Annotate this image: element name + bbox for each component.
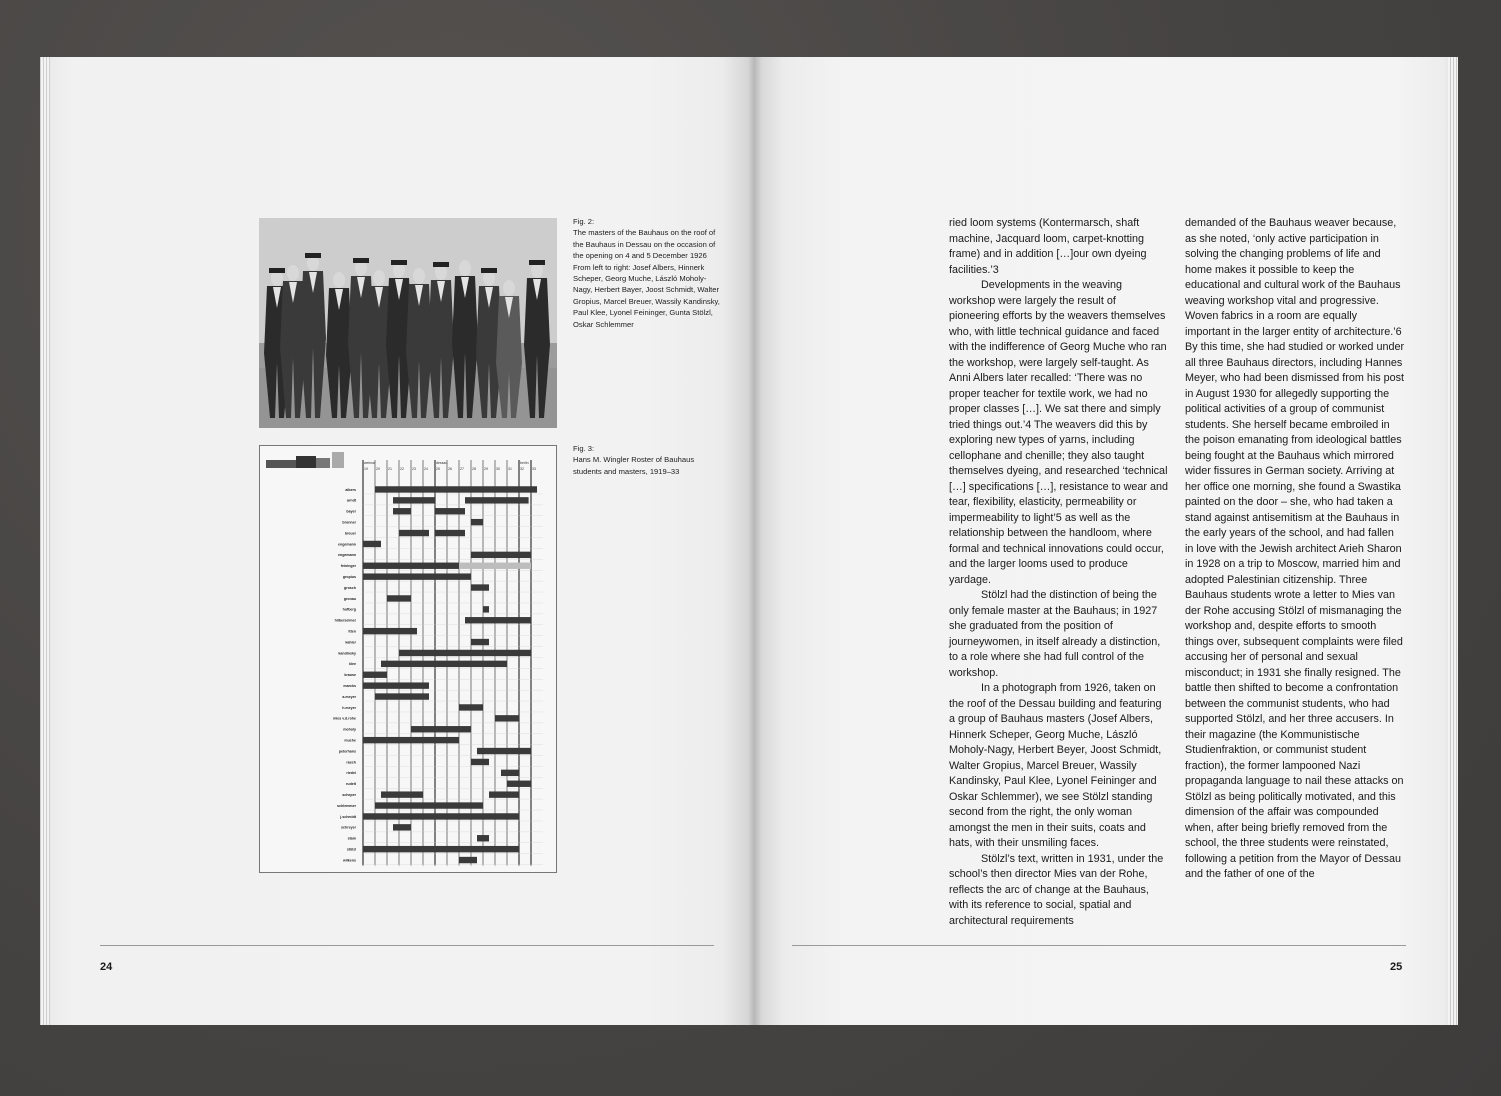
row-label: peterhans (338, 749, 356, 754)
roster-bar (477, 748, 531, 754)
roster-bar (399, 650, 531, 656)
row-label: muche (344, 738, 356, 743)
row-label: grosch (344, 585, 356, 590)
row-label: rasch (346, 760, 356, 765)
row-label: gronau (343, 596, 356, 601)
roster-bar (435, 508, 465, 514)
roster-bar (477, 835, 489, 841)
roster-bar (435, 813, 519, 819)
roster-bar (381, 791, 423, 797)
x-tick-label: 33 (532, 467, 536, 471)
row-label: wilkens (343, 858, 356, 863)
row-label: hofberg (342, 607, 356, 612)
roster-bar (363, 737, 459, 743)
fig3-label: Fig. 3: (573, 444, 595, 453)
row-label: rudelt (346, 782, 356, 787)
row-label: arndt (347, 498, 356, 503)
fig2-text: The masters of the Bauhaus on the roof of the Bauhaus in Dessau on the occasion of the opening on 4 and 5 December 1926 From left to right: Josef Albers, Hinnerk Scheper, Georg Muche, László Moholy-Nagy, Herbert Bayer, Joost Schmidt, Walter Gropius, Marcel Breuer, Wassily Kandinsky, Paul Klee, Lyonel Feininger, Gunta Stölzl, Oskar Schlemmer (573, 228, 720, 329)
roster-bar (495, 715, 519, 721)
fig3-text: Hans M. Wingler Roster of Bauhaus students and masters, 1919–33 (573, 455, 695, 476)
row-label: h.meyer (342, 705, 356, 710)
page-number: 25 (1390, 961, 1403, 973)
legend-swatch (316, 458, 330, 468)
fig2-caption (573, 216, 723, 330)
page-number: 24 (100, 961, 113, 973)
x-tick-label: 26 (448, 467, 452, 471)
roster-bar (483, 606, 489, 612)
footer-rule (792, 945, 1406, 946)
row-label: marcks (343, 683, 356, 688)
row-label: kahler (345, 640, 356, 645)
x-tick-label: 25 (436, 467, 440, 471)
roster-bar (363, 573, 435, 579)
body-paragraph: In a photograph from 1926, taken on the roof of the Dessau building and featuring a group of Bauhaus masters (Josef Albers, Hinnerk Scheper, Georg Muche, László Moholy-Nagy, Herbert Beyer, Joost Schmidt, Walter Gropius, Marcel Breuer, Wassily Kandinsky, Paul Klee, Lyonel Feininger and Oskar Schlemmer), we see Stölzl standing second from the right, the only woman amongst the men in their suits, coats and hats, with their unsmiling faces. (949, 682, 1162, 849)
roster-bar (459, 704, 483, 710)
roster-bar (381, 661, 507, 667)
x-tick-label: 27 (460, 467, 464, 471)
right-page (754, 57, 1456, 1025)
body-paragraph: demanded of the Bauhaus weaver because, as she noted, ‘only active participation in solving the changing problems of life and home makes it possible to keep the educational and cultural work of the Bauhaus weaving workshop vital and progressive. Woven fabrics in a room are equally important in the larger entity of architecture.’6 By this time, she had studied or worked under all three Bauhaus directors, including Hannes Meyer, who had been dismissed from his post in August 1930 for allegedly supporting the political activities of a group of communist students. She herself became embroiled in the poison emanating from ideological battles being fought at the Bauhaus which mirrored wider fissures in German society. Arriving at her office one morning, she found a Swastika painted on the door – she, who had taken a stand against antisemitism at the Bauhaus in the early years of the school, and had fallen in love with the Jewish architect Arieh Sharon in 1928 on a trip to Moscow, married him and adopted Palestinian citizenship. Three Bauhaus students wrote a letter to Mies van der Rohe accusing Stölzl of mismanaging the workshop and, despite efforts to smooth things over, subsequent complaints were filed accusing her of personal and sexual misconduct; in 1931 she finally resigned. The battle then shifted to become a confrontation between the communist students, who had supported Stölzl, and her three accusers. In their magazine (the Kommunistische Studienfraktion, or communist student fraction), the former lampooned Nazi propaganda language to nail these attacks on Stölzl as being politically motivated, and this dimension of the affair was compounded when, after being briefly removed from the school, the three students were reinstated, following a petition from the Mayor of Dessau and the father of one of the (1185, 217, 1405, 880)
row-label: klee (349, 662, 356, 667)
roster-bar (435, 530, 465, 536)
roster-bar (459, 857, 477, 863)
row-label: breuer (344, 531, 356, 536)
text-column-2 (1185, 216, 1405, 883)
legend-swatch (266, 460, 296, 468)
roster-bar (363, 628, 417, 634)
footer-rule (100, 945, 714, 946)
row-label: engemann (338, 542, 356, 547)
roster-bar (459, 563, 531, 569)
x-tick-label: 24 (424, 467, 428, 471)
row-label: stölzl (346, 847, 356, 852)
roster-bar (363, 563, 459, 569)
period-label: weimar (364, 461, 376, 465)
body-paragraph: Stölzl had the distinction of being the only female master at the Bauhaus; in 1927 she graduated from the position of journeywomen, in itself already a distinction, to a role where she had full control of the workshop. (949, 589, 1161, 679)
row-label: feininger (340, 564, 356, 569)
roster-bar (471, 519, 483, 525)
roster-bar (411, 726, 471, 732)
roster-chart (259, 445, 557, 873)
roster-bar (471, 639, 489, 645)
roster-bar (393, 497, 435, 503)
roster-bar (363, 541, 381, 547)
legend-swatch (332, 452, 344, 468)
roster-bar (441, 802, 483, 808)
roster-bar (363, 682, 429, 688)
roster-bar (435, 846, 519, 852)
row-label: krause (344, 673, 356, 678)
row-label: engemann (338, 553, 356, 558)
row-label: a.meyer (342, 694, 356, 699)
page-edges-left (40, 57, 50, 1025)
row-label: bronner (342, 520, 356, 525)
roster-bar (435, 573, 471, 579)
period-label: berlin (520, 461, 529, 465)
roster-bar (363, 813, 435, 819)
fig3-caption (573, 443, 723, 477)
roster-bar (387, 595, 411, 601)
row-label: stam (347, 836, 356, 841)
fig2-label: Fig. 2: (573, 217, 595, 226)
row-label: mies v.d.rohe (333, 716, 356, 721)
x-tick-label: 23 (412, 467, 416, 471)
x-tick-label: 31 (508, 467, 512, 471)
body-paragraph: Developments in the weaving workshop were largely the result of pioneering efforts by the weavers themselves who, with little technical guidance and faced with the indifference of Georg Muche who ran the workshop, were largely self-taught. As Anni Albers later recalled: ‘There was no proper teacher for textile work, we had no proper classes […]. We sat there and simply tried things out.’4 The weavers did this by exploring new types of yarns, including cellophane and chenille; they also taught themselves dyeing, and researched ‘technical […] specifications […], resistance to wear and tear, flexibility, elasticity, permeability or impermeability to light’5 as well as the relationship between the handloom, where formal and technical innovations could occur, and the larger looms used to produce yardage. (949, 279, 1169, 586)
period-label: dessau (436, 461, 448, 465)
body-paragraph: Stölzl’s text, written in 1931, under the school’s then director Mies van der Rohe, reflects the arc of change at the Bauhaus, with its reference to social, spatial and architectural requirements (949, 852, 1164, 927)
roster-bar (501, 770, 519, 776)
roster-bar (501, 497, 529, 503)
row-label: schlemmer (337, 803, 356, 808)
x-tick-label: 29 (484, 467, 488, 471)
roster-bar (363, 672, 387, 678)
row-label: hilberseimer (334, 618, 356, 623)
row-label: gropius (342, 574, 356, 579)
roster-bar (375, 802, 441, 808)
x-tick-label: 32 (520, 467, 524, 471)
roster-bar (393, 508, 411, 514)
row-label: albers (345, 487, 356, 492)
open-book (42, 57, 1456, 1025)
roster-bar (393, 824, 411, 830)
roster-bar (471, 552, 531, 558)
x-tick-label: 19 (364, 467, 368, 471)
roster-bar (489, 791, 519, 797)
roster-bar (507, 781, 531, 787)
row-label: j.schmidt (340, 814, 356, 819)
roster-bar (471, 759, 489, 765)
roster-bar (471, 584, 489, 590)
roster-bar (375, 693, 429, 699)
roster-bar (399, 530, 429, 536)
row-label: riedel (346, 771, 356, 776)
row-label: moholy (343, 727, 356, 732)
row-label: kandinsky (338, 651, 356, 656)
row-label: bayer (346, 509, 356, 514)
x-tick-label: 30 (496, 467, 500, 471)
x-tick-label: 21 (388, 467, 392, 471)
roster-bar (465, 617, 531, 623)
x-tick-label: 22 (400, 467, 404, 471)
row-label: itten (348, 629, 356, 634)
text-column-1 (949, 216, 1169, 929)
roster-bar (375, 486, 537, 492)
x-tick-label: 20 (376, 467, 380, 471)
body-paragraph: ried loom systems (Kontermarsch, shaft machine, Jacquard loom, carpet-knotting frame) and in addition […]our own dyeing facilities.’3 (949, 217, 1147, 276)
bauhaus-masters-photo (259, 218, 557, 428)
x-tick-label: 28 (472, 467, 476, 471)
roster-bar (363, 846, 435, 852)
roster-bar (465, 497, 501, 503)
row-label: scheper (342, 792, 356, 797)
page-edges-right (1448, 57, 1458, 1025)
left-page (42, 57, 754, 1025)
row-label: schreyer (341, 825, 356, 830)
legend-swatch (296, 456, 316, 468)
